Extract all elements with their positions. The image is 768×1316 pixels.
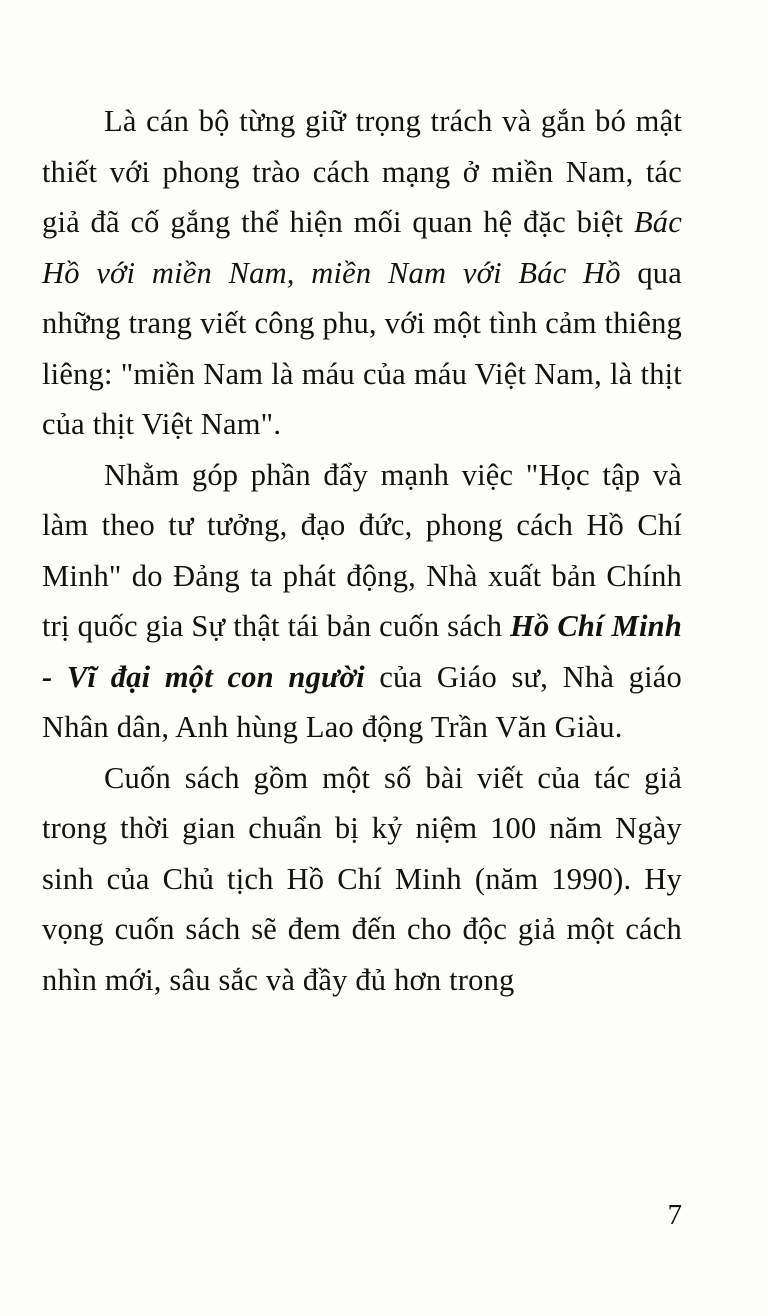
- paragraph-1: [42, 96, 682, 450]
- paragraph-1-run-3: qua những trang viết công phu, với một tình cảm thiêng liêng: "miền Nam là máu của máu Việt Nam, là thịt của thịt Việt Nam".: [42, 255, 682, 441]
- paragraph-3: [42, 753, 682, 1006]
- page-text-block: [42, 96, 682, 1005]
- paragraph-1-run-2-italic: Bác Hồ với miền Nam, miền Nam với Bác Hồ: [42, 205, 682, 290]
- paragraph-2: [42, 450, 682, 753]
- paragraph-3-run-1: Cuốn sách gồm một số bài viết của tác giả trong thời gian chuẩn bị kỷ niệm 100 năm Ngày sinh của Chủ tịch Hồ Chí Minh (năm 1990). Hy vọng cuốn sách sẽ đem đến cho độc giả một cách nhìn mới, sâu sắc và đầy đủ hơn trong: [42, 760, 682, 997]
- paragraph-2-run-2-book-title: Hồ Chí Minh - Vĩ đại một con người: [42, 609, 682, 694]
- paragraph-1-run-1: Là cán bộ từng giữ trọng trách và gắn bó mật thiết với phong trào cách mạng ở miền Nam, tác giả đã cố gắng thể hiện mối quan hệ đặc biệt: [42, 104, 682, 239]
- paragraph-2-run-1: Nhằm góp phần đẩy mạnh việc "Học tập và làm theo tư tưởng, đạo đức, phong cách Hồ Chí Minh" do Đảng ta phát động, Nhà xuất bản Chính trị quốc gia Sự thật tái bản cuốn sách: [42, 457, 682, 643]
- paragraph-2-run-3: của Giáo sư, Nhà giáo Nhân dân, Anh hùng Lao động Trần Văn Giàu.: [42, 659, 682, 744]
- page-number: 7: [667, 1199, 682, 1231]
